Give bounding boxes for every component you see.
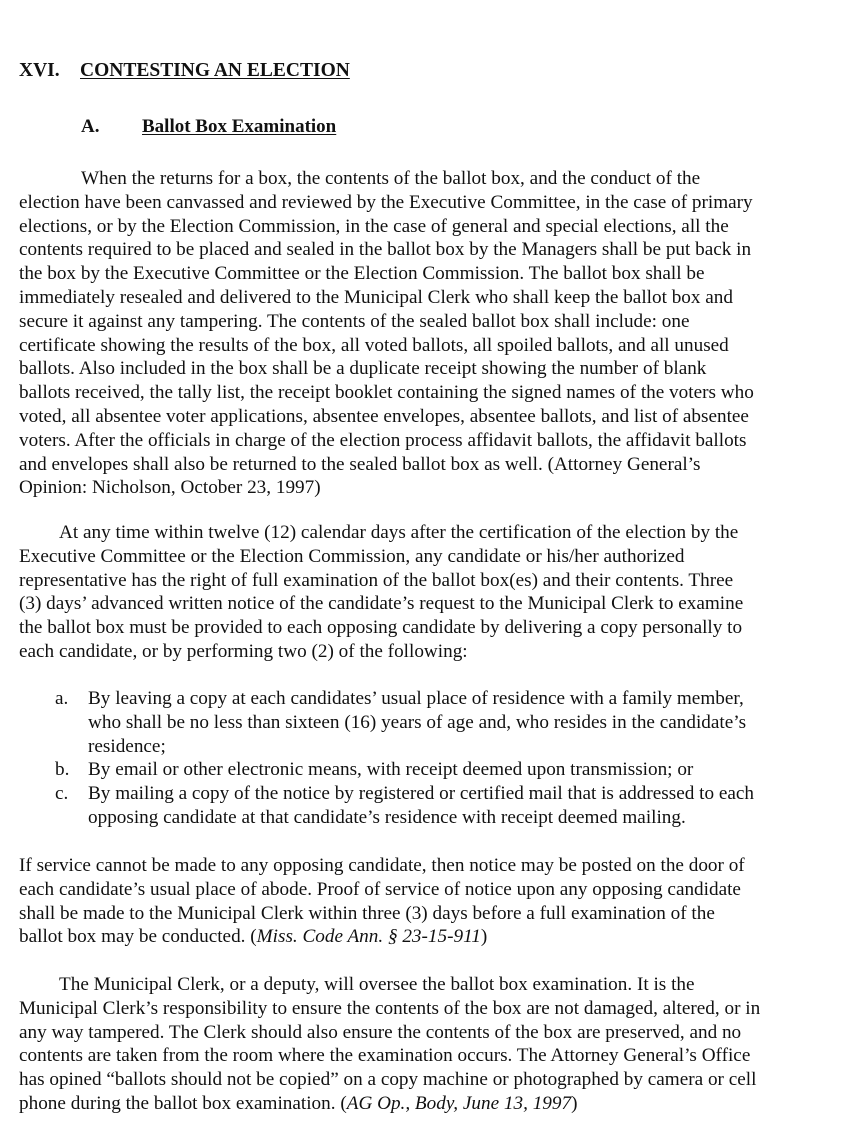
subsection-title: Ballot Box Examination <box>142 116 337 137</box>
text-fragment: ) <box>480 926 488 948</box>
text-line: Opinion: Nicholson, October 23, 1997) <box>19 477 321 499</box>
text-line: If service cannot be made to any opposing candidate, then notice may be posted on the door of <box>19 855 745 876</box>
list-marker: c. <box>55 783 69 805</box>
text-line: certificate showing the results of the box, all voted ballots, all spoiled ballots, and all unused <box>19 334 729 356</box>
text-line: Municipal Clerk’s responsibility to ensure the contents of the box are not damaged, altered, or in <box>19 997 761 1019</box>
list-item-c <box>55 782 835 830</box>
text-line: contents are taken from the room where the examination occurs. The Attorney General’s Office <box>19 1045 751 1067</box>
paragraph-ballot-box-contents <box>19 167 839 500</box>
text-line: By email or other electronic means, with receipt deemed upon transmission; or <box>88 759 694 781</box>
text-line: opposing candidate at that candidate’s residence with receipt deemed mailing. <box>88 806 686 828</box>
text-line: each candidate’s usual place of abode. Proof of service of notice upon any opposing candidate <box>19 878 741 900</box>
text-line: and envelopes shall also be returned to the sealed ballot box as well. (Attorney General’s <box>19 453 701 475</box>
text-line: elections, or by the Election Commission, in the case of general and special elections, all the <box>19 215 729 237</box>
text-line: the box by the Executive Committee or the Election Commission. The ballot box shall be <box>19 263 705 285</box>
legal-citation: AG Op., Body, June 13, 1997 <box>346 1092 572 1114</box>
text-line: ballots received, the tally list, the receipt booklet containing the signed names of the voters who <box>19 382 754 404</box>
section-heading <box>19 60 350 82</box>
text-line-with-citation <box>19 925 839 949</box>
text-line: (3) days’ advanced written notice of the candidate’s request to the Municipal Clerk to examine <box>19 593 744 615</box>
list-marker: b. <box>55 759 70 781</box>
text-line: The Municipal Clerk, or a deputy, will oversee the ballot box examination. It is the <box>59 974 695 995</box>
legal-citation: Miss. Code Ann. § 23-15-911 <box>256 926 481 948</box>
section-title: CONTESTING AN ELECTION <box>80 60 350 81</box>
text-line: the ballot box must be provided to each opposing candidate by delivering a copy personally to <box>19 617 743 639</box>
text-fragment: ) <box>571 1092 578 1114</box>
text-line: immediately resealed and delivered to the Municipal Clerk who shall keep the ballot box and <box>19 286 733 308</box>
paragraph-clerk-oversight <box>19 973 839 1116</box>
text-fragment: phone during the ballot box examination. ( <box>19 1092 347 1114</box>
text-fragment: ballot box may be conducted. ( <box>19 926 257 948</box>
service-methods-list <box>55 687 835 830</box>
text-line: election have been canvassed and reviewed by the Executive Committee, in the case of primary <box>19 191 753 213</box>
section-number: XVI. <box>19 60 60 81</box>
text-line: residence; <box>88 735 166 757</box>
text-line: contents required to be placed and sealed in the ballot box by the Managers shall be put back in <box>19 239 752 261</box>
text-line-with-citation <box>19 1092 839 1116</box>
paragraph-examination-notice <box>19 521 839 664</box>
text-line: When the returns for a box, the contents of the ballot box, and the conduct of the <box>81 168 701 189</box>
text-line: ballots. Also included in the box shall be a duplicate receipt showing the number of blank <box>19 358 707 380</box>
subsection-letter: A. <box>81 116 100 137</box>
text-line: secure it against any tampering. The contents of the sealed ballot box shall include: one <box>19 310 690 332</box>
list-item-b <box>55 758 835 782</box>
list-item-a <box>55 687 835 758</box>
text-line: has opined “ballots should not be copied” on a copy machine or photographed by camera or cell <box>19 1069 757 1091</box>
paragraph-service-posting <box>19 854 839 949</box>
text-line: voters. After the officials in charge of the election process affidavit ballots, the affidavit ballots <box>19 429 747 451</box>
text-line: who shall be no less than sixteen (16) years of age and, who resides in the candidate’s <box>88 711 747 733</box>
text-line: At any time within twelve (12) calendar days after the certification of the election by the <box>59 522 739 543</box>
subsection-heading <box>81 116 336 138</box>
text-line: Executive Committee or the Election Commission, any candidate or his/her authorized <box>19 545 685 567</box>
text-line: voted, all absentee voter applications, absentee envelopes, absentee ballots, and list of absentee <box>19 405 749 427</box>
list-marker: a. <box>55 688 69 709</box>
text-line: any way tampered. The Clerk should also ensure the contents of the box are preserved, and no <box>19 1021 742 1043</box>
text-line: representative has the right of full examination of the ballot box(es) and their contents. Three <box>19 569 734 591</box>
text-line: each candidate, or by performing two (2) of the following: <box>19 640 468 662</box>
text-line: By mailing a copy of the notice by registered or certified mail that is addressed to each <box>88 783 755 805</box>
text-line: By leaving a copy at each candidates’ usual place of residence with a family member, <box>88 688 744 709</box>
text-line: shall be made to the Municipal Clerk within three (3) days before a full examination of the <box>19 902 715 924</box>
